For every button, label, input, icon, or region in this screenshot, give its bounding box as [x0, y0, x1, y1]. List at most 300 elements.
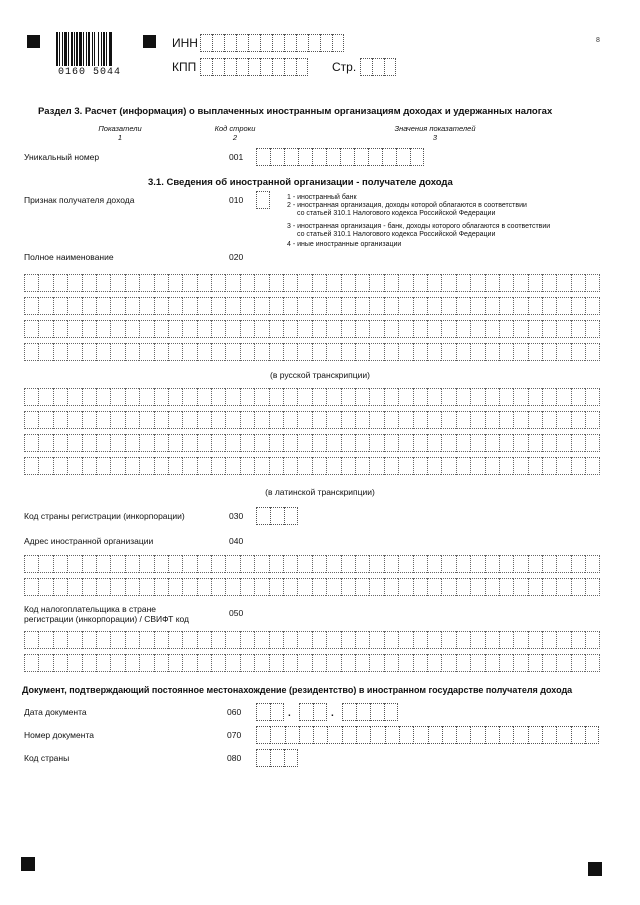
input-cell[interactable]	[197, 297, 211, 315]
input-cell[interactable]	[485, 726, 499, 744]
address-row-1[interactable]	[24, 555, 600, 573]
input-cell[interactable]	[528, 434, 542, 452]
input-cell[interactable]	[341, 578, 355, 596]
input-cell[interactable]	[260, 34, 272, 52]
input-cell[interactable]	[53, 411, 67, 429]
input-cell[interactable]	[125, 555, 139, 573]
input-cell[interactable]	[485, 411, 499, 429]
input-cell[interactable]	[585, 726, 599, 744]
input-cell[interactable]	[125, 654, 139, 672]
input-cell[interactable]	[513, 297, 527, 315]
input-cell[interactable]	[254, 434, 268, 452]
input-cell[interactable]	[269, 555, 283, 573]
input-cell[interactable]	[53, 555, 67, 573]
input-cell[interactable]	[427, 457, 441, 475]
input-cell[interactable]	[38, 457, 52, 475]
input-cell[interactable]	[67, 457, 81, 475]
input-cell[interactable]	[82, 457, 96, 475]
input-cell[interactable]	[326, 578, 340, 596]
input-cell[interactable]	[200, 58, 212, 76]
input-cell[interactable]	[182, 631, 196, 649]
input-cell[interactable]	[24, 578, 38, 596]
input-cell[interactable]	[384, 343, 398, 361]
input-cell[interactable]	[197, 555, 211, 573]
input-cell[interactable]	[225, 631, 239, 649]
input-cell[interactable]	[297, 631, 311, 649]
input-cell[interactable]	[270, 749, 284, 767]
input-cell[interactable]	[270, 507, 284, 525]
input-cell[interactable]	[499, 654, 513, 672]
input-cell[interactable]	[270, 726, 284, 744]
input-cell[interactable]	[96, 343, 110, 361]
input-cell[interactable]	[24, 631, 38, 649]
input-cell[interactable]	[96, 631, 110, 649]
input-cell[interactable]	[398, 654, 412, 672]
input-cell[interactable]	[355, 457, 369, 475]
input-cell[interactable]	[168, 343, 182, 361]
input-cell[interactable]	[110, 654, 124, 672]
input-cell[interactable]	[571, 654, 585, 672]
input-cell[interactable]	[312, 654, 326, 672]
input-cell[interactable]	[326, 411, 340, 429]
input-cell[interactable]	[368, 148, 382, 166]
input-cell[interactable]	[248, 58, 260, 76]
input-cell[interactable]	[470, 388, 484, 406]
input-cell[interactable]	[254, 274, 268, 292]
input-cell[interactable]	[369, 388, 383, 406]
input-cell[interactable]	[356, 703, 370, 721]
input-cell[interactable]	[139, 434, 153, 452]
input-cell[interactable]	[326, 274, 340, 292]
input-cell[interactable]	[110, 555, 124, 573]
input-cell[interactable]	[168, 411, 182, 429]
input-cell[interactable]	[53, 297, 67, 315]
input-cell[interactable]	[269, 297, 283, 315]
input-cell[interactable]	[355, 578, 369, 596]
input-cell[interactable]	[283, 388, 297, 406]
input-cell[interactable]	[182, 434, 196, 452]
input-cell[interactable]	[313, 726, 327, 744]
input-cell[interactable]	[312, 631, 326, 649]
input-cell[interactable]	[427, 555, 441, 573]
input-cell[interactable]	[38, 343, 52, 361]
input-cell[interactable]	[355, 343, 369, 361]
input-cell[interactable]	[499, 434, 513, 452]
input-cell[interactable]	[485, 297, 499, 315]
input-cell[interactable]	[211, 434, 225, 452]
input-cell[interactable]	[240, 388, 254, 406]
input-cell[interactable]	[528, 297, 542, 315]
input-cell[interactable]	[53, 631, 67, 649]
input-cell[interactable]	[67, 555, 81, 573]
input-cell[interactable]	[341, 343, 355, 361]
input-cell[interactable]	[110, 457, 124, 475]
input-cell[interactable]	[456, 274, 470, 292]
input-cell[interactable]	[283, 411, 297, 429]
address-row-2[interactable]	[24, 578, 600, 596]
input-cell[interactable]	[67, 343, 81, 361]
input-cell[interactable]	[542, 297, 556, 315]
input-cell[interactable]	[125, 434, 139, 452]
input-cell[interactable]	[312, 555, 326, 573]
input-cell[interactable]	[67, 654, 81, 672]
tax-id-row-1[interactable]	[24, 631, 600, 649]
input-cell[interactable]	[528, 578, 542, 596]
input-cell[interactable]	[571, 631, 585, 649]
input-cell[interactable]	[427, 411, 441, 429]
input-cell[interactable]	[24, 434, 38, 452]
input-cell[interactable]	[197, 578, 211, 596]
input-cell[interactable]	[182, 411, 196, 429]
input-cell[interactable]	[182, 654, 196, 672]
input-cell[interactable]	[571, 411, 585, 429]
input-cell[interactable]	[355, 555, 369, 573]
input-cell[interactable]	[513, 434, 527, 452]
input-cell[interactable]	[24, 457, 38, 475]
input-cell[interactable]	[470, 555, 484, 573]
input-cell[interactable]	[211, 320, 225, 338]
input-cell[interactable]	[370, 703, 384, 721]
country-code-field[interactable]	[256, 749, 298, 767]
input-cell[interactable]	[182, 457, 196, 475]
input-cell[interactable]	[272, 58, 284, 76]
input-cell[interactable]	[139, 320, 153, 338]
unique-number-field[interactable]	[256, 148, 424, 166]
input-cell[interactable]	[427, 578, 441, 596]
input-cell[interactable]	[470, 411, 484, 429]
input-cell[interactable]	[571, 343, 585, 361]
input-cell[interactable]	[369, 297, 383, 315]
doc-date-day[interactable]	[256, 703, 284, 721]
input-cell[interactable]	[528, 726, 542, 744]
input-cell[interactable]	[341, 274, 355, 292]
input-cell[interactable]	[24, 388, 38, 406]
input-cell[interactable]	[571, 555, 585, 573]
input-cell[interactable]	[168, 631, 182, 649]
input-cell[interactable]	[182, 297, 196, 315]
input-cell[interactable]	[585, 274, 599, 292]
input-cell[interactable]	[38, 411, 52, 429]
input-cell[interactable]	[485, 555, 499, 573]
input-cell[interactable]	[456, 297, 470, 315]
input-cell[interactable]	[168, 457, 182, 475]
input-cell[interactable]	[556, 578, 570, 596]
input-cell[interactable]	[585, 411, 599, 429]
input-cell[interactable]	[355, 320, 369, 338]
input-cell[interactable]	[110, 274, 124, 292]
input-cell[interactable]	[53, 434, 67, 452]
input-cell[interactable]	[470, 654, 484, 672]
input-cell[interactable]	[456, 388, 470, 406]
input-cell[interactable]	[528, 457, 542, 475]
input-cell[interactable]	[355, 411, 369, 429]
input-cell[interactable]	[225, 654, 239, 672]
input-cell[interactable]	[485, 388, 499, 406]
input-cell[interactable]	[139, 578, 153, 596]
input-cell[interactable]	[384, 434, 398, 452]
input-cell[interactable]	[298, 148, 312, 166]
input-cell[interactable]	[470, 578, 484, 596]
input-cell[interactable]	[341, 297, 355, 315]
input-cell[interactable]	[24, 274, 38, 292]
input-cell[interactable]	[312, 148, 326, 166]
input-cell[interactable]	[585, 343, 599, 361]
input-cell[interactable]	[125, 297, 139, 315]
input-cell[interactable]	[398, 631, 412, 649]
input-cell[interactable]	[326, 297, 340, 315]
input-cell[interactable]	[269, 320, 283, 338]
input-cell[interactable]	[269, 274, 283, 292]
input-cell[interactable]	[441, 578, 455, 596]
input-cell[interactable]	[556, 274, 570, 292]
input-cell[interactable]	[485, 434, 499, 452]
input-cell[interactable]	[38, 274, 52, 292]
input-cell[interactable]	[225, 411, 239, 429]
input-cell[interactable]	[398, 297, 412, 315]
input-cell[interactable]	[224, 58, 236, 76]
input-cell[interactable]	[154, 320, 168, 338]
input-cell[interactable]	[369, 654, 383, 672]
input-cell[interactable]	[312, 343, 326, 361]
input-cell[interactable]	[53, 578, 67, 596]
input-cell[interactable]	[413, 555, 427, 573]
input-cell[interactable]	[297, 457, 311, 475]
input-cell[interactable]	[413, 388, 427, 406]
input-cell[interactable]	[427, 297, 441, 315]
input-cell[interactable]	[384, 654, 398, 672]
input-cell[interactable]	[38, 631, 52, 649]
input-cell[interactable]	[385, 726, 399, 744]
input-cell[interactable]	[384, 274, 398, 292]
input-cell[interactable]	[240, 411, 254, 429]
full-name-ru-row-3[interactable]	[24, 320, 600, 338]
input-cell[interactable]	[225, 578, 239, 596]
input-cell[interactable]	[296, 58, 308, 76]
input-cell[interactable]	[427, 320, 441, 338]
input-cell[interactable]	[154, 297, 168, 315]
input-cell[interactable]	[67, 274, 81, 292]
input-cell[interactable]	[571, 320, 585, 338]
input-cell[interactable]	[499, 457, 513, 475]
input-cell[interactable]	[384, 388, 398, 406]
input-cell[interactable]	[197, 388, 211, 406]
input-cell[interactable]	[384, 703, 398, 721]
input-cell[interactable]	[67, 434, 81, 452]
input-cell[interactable]	[341, 411, 355, 429]
input-cell[interactable]	[384, 457, 398, 475]
input-cell[interactable]	[82, 578, 96, 596]
input-cell[interactable]	[499, 388, 513, 406]
input-cell[interactable]	[256, 703, 270, 721]
input-cell[interactable]	[82, 411, 96, 429]
input-cell[interactable]	[441, 388, 455, 406]
input-cell[interactable]	[542, 434, 556, 452]
doc-number-field[interactable]	[256, 726, 599, 744]
page-field[interactable]	[360, 58, 396, 76]
input-cell[interactable]	[384, 58, 396, 76]
input-cell[interactable]	[355, 388, 369, 406]
input-cell[interactable]	[110, 343, 124, 361]
input-cell[interactable]	[168, 434, 182, 452]
input-cell[interactable]	[413, 578, 427, 596]
input-cell[interactable]	[470, 274, 484, 292]
input-cell[interactable]	[154, 343, 168, 361]
input-cell[interactable]	[248, 34, 260, 52]
input-cell[interactable]	[256, 726, 270, 744]
input-cell[interactable]	[542, 411, 556, 429]
input-cell[interactable]	[398, 320, 412, 338]
input-cell[interactable]	[284, 34, 296, 52]
input-cell[interactable]	[485, 320, 499, 338]
input-cell[interactable]	[139, 555, 153, 573]
input-cell[interactable]	[96, 411, 110, 429]
full-name-ru-row-2[interactable]	[24, 297, 600, 315]
input-cell[interactable]	[513, 726, 527, 744]
input-cell[interactable]	[240, 654, 254, 672]
input-cell[interactable]	[513, 654, 527, 672]
input-cell[interactable]	[413, 631, 427, 649]
input-cell[interactable]	[382, 148, 396, 166]
input-cell[interactable]	[254, 411, 268, 429]
input-cell[interactable]	[585, 631, 599, 649]
input-cell[interactable]	[528, 411, 542, 429]
input-cell[interactable]	[470, 320, 484, 338]
input-cell[interactable]	[384, 555, 398, 573]
input-cell[interactable]	[513, 343, 527, 361]
input-cell[interactable]	[197, 457, 211, 475]
full-name-ru-row-1[interactable]	[24, 274, 600, 292]
input-cell[interactable]	[154, 388, 168, 406]
input-cell[interactable]	[413, 343, 427, 361]
input-cell[interactable]	[125, 411, 139, 429]
input-cell[interactable]	[254, 457, 268, 475]
input-cell[interactable]	[372, 58, 384, 76]
input-cell[interactable]	[211, 631, 225, 649]
input-cell[interactable]	[398, 274, 412, 292]
input-cell[interactable]	[513, 578, 527, 596]
input-cell[interactable]	[224, 34, 236, 52]
input-cell[interactable]	[556, 411, 570, 429]
full-name-lat-row-4[interactable]	[24, 457, 600, 475]
input-cell[interactable]	[53, 654, 67, 672]
input-cell[interactable]	[528, 654, 542, 672]
input-cell[interactable]	[168, 578, 182, 596]
input-cell[interactable]	[24, 343, 38, 361]
input-cell[interactable]	[212, 58, 224, 76]
input-cell[interactable]	[398, 578, 412, 596]
input-cell[interactable]	[82, 654, 96, 672]
input-cell[interactable]	[556, 631, 570, 649]
input-cell[interactable]	[442, 726, 456, 744]
input-cell[interactable]	[398, 411, 412, 429]
input-cell[interactable]	[110, 434, 124, 452]
full-name-lat-row-1[interactable]	[24, 388, 600, 406]
input-cell[interactable]	[168, 555, 182, 573]
input-cell[interactable]	[182, 578, 196, 596]
input-cell[interactable]	[125, 631, 139, 649]
input-cell[interactable]	[542, 320, 556, 338]
input-cell[interactable]	[571, 388, 585, 406]
input-cell[interactable]	[499, 555, 513, 573]
input-cell[interactable]	[585, 297, 599, 315]
input-cell[interactable]	[441, 320, 455, 338]
input-cell[interactable]	[225, 343, 239, 361]
input-cell[interactable]	[326, 457, 340, 475]
input-cell[interactable]	[456, 343, 470, 361]
input-cell[interactable]	[542, 457, 556, 475]
input-cell[interactable]	[212, 34, 224, 52]
input-cell[interactable]	[168, 388, 182, 406]
input-cell[interactable]	[24, 297, 38, 315]
input-cell[interactable]	[297, 297, 311, 315]
input-cell[interactable]	[384, 578, 398, 596]
input-cell[interactable]	[398, 388, 412, 406]
input-cell[interactable]	[53, 343, 67, 361]
input-cell[interactable]	[67, 320, 81, 338]
input-cell[interactable]	[456, 726, 470, 744]
input-cell[interactable]	[342, 703, 356, 721]
input-cell[interactable]	[427, 654, 441, 672]
input-cell[interactable]	[96, 654, 110, 672]
input-cell[interactable]	[470, 343, 484, 361]
input-cell[interactable]	[341, 388, 355, 406]
input-cell[interactable]	[182, 555, 196, 573]
input-cell[interactable]	[96, 388, 110, 406]
input-cell[interactable]	[499, 274, 513, 292]
input-cell[interactable]	[585, 434, 599, 452]
input-cell[interactable]	[427, 388, 441, 406]
input-cell[interactable]	[240, 578, 254, 596]
input-cell[interactable]	[240, 297, 254, 315]
input-cell[interactable]	[585, 555, 599, 573]
input-cell[interactable]	[441, 343, 455, 361]
input-cell[interactable]	[312, 434, 326, 452]
input-cell[interactable]	[139, 411, 153, 429]
input-cell[interactable]	[485, 343, 499, 361]
input-cell[interactable]	[168, 274, 182, 292]
input-cell[interactable]	[240, 343, 254, 361]
input-cell[interactable]	[110, 631, 124, 649]
input-cell[interactable]	[299, 726, 313, 744]
input-cell[interactable]	[456, 654, 470, 672]
input-cell[interactable]	[513, 411, 527, 429]
input-cell[interactable]	[240, 457, 254, 475]
input-cell[interactable]	[571, 434, 585, 452]
input-cell[interactable]	[369, 274, 383, 292]
input-cell[interactable]	[556, 388, 570, 406]
input-cell[interactable]	[326, 654, 340, 672]
input-cell[interactable]	[341, 631, 355, 649]
input-cell[interactable]	[413, 297, 427, 315]
input-cell[interactable]	[283, 434, 297, 452]
input-cell[interactable]	[256, 507, 270, 525]
input-cell[interactable]	[585, 457, 599, 475]
input-cell[interactable]	[528, 274, 542, 292]
input-cell[interactable]	[270, 703, 284, 721]
input-cell[interactable]	[254, 631, 268, 649]
input-cell[interactable]	[320, 34, 332, 52]
input-cell[interactable]	[499, 343, 513, 361]
input-cell[interactable]	[585, 654, 599, 672]
input-cell[interactable]	[269, 434, 283, 452]
input-cell[interactable]	[542, 274, 556, 292]
input-cell[interactable]	[312, 578, 326, 596]
input-cell[interactable]	[399, 726, 413, 744]
input-cell[interactable]	[211, 654, 225, 672]
input-cell[interactable]	[556, 654, 570, 672]
input-cell[interactable]	[556, 297, 570, 315]
input-cell[interactable]	[110, 411, 124, 429]
